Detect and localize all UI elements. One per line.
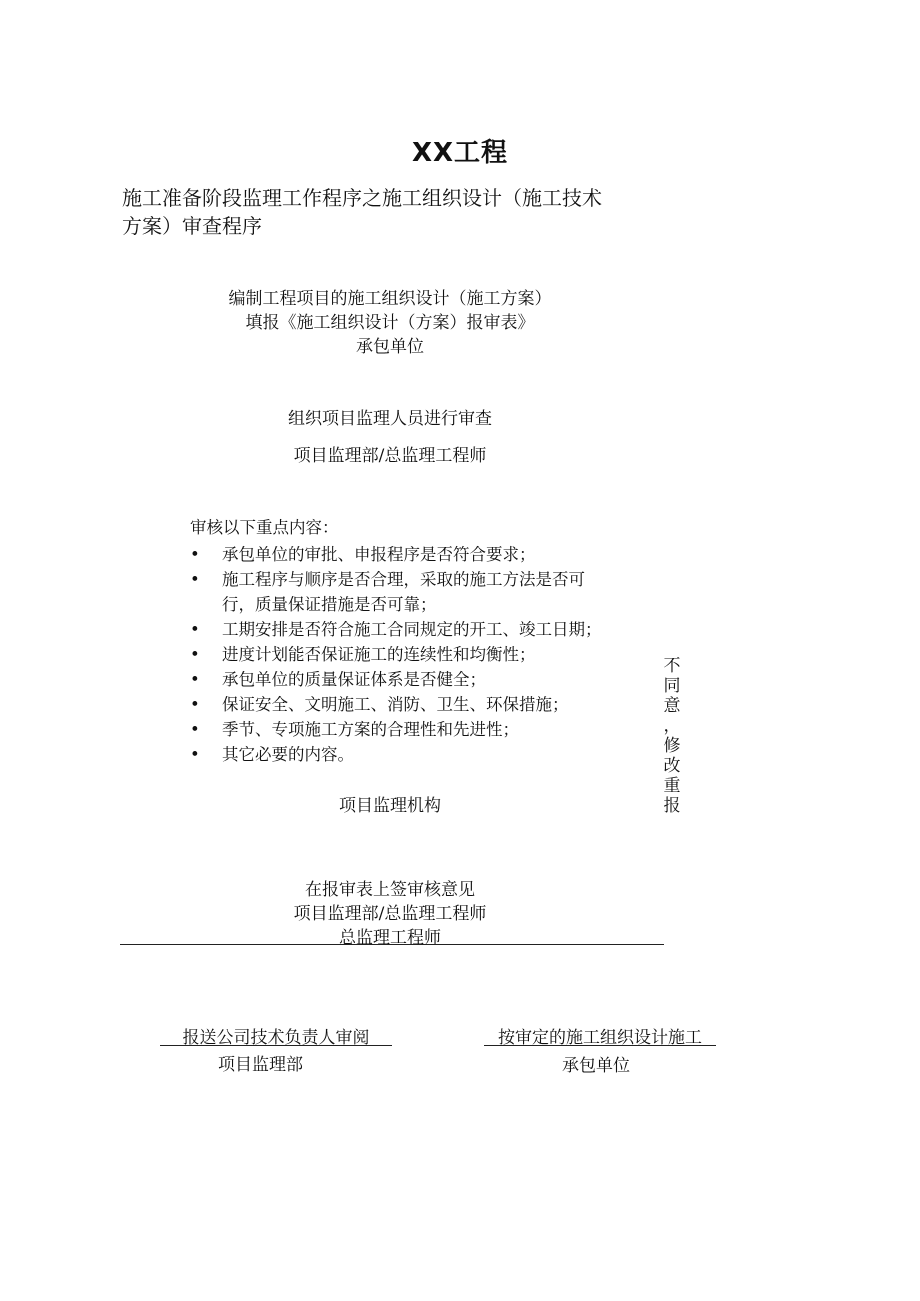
review-item-text: 季节、专项施工方案的合理性和先进性； <box>222 720 519 739</box>
step3-actor-1: 项目监理部/总监理工程师 <box>293 904 487 924</box>
side-note-char: 重 <box>663 776 681 796</box>
bullet-dot: • <box>190 720 200 739</box>
review-item <box>190 617 602 642</box>
subtitle-line-1: 施工准备阶段监理工作程序之施工组织设计（施工技术 <box>122 186 602 210</box>
side-note-char: 同 <box>663 676 681 696</box>
bottom-left-action: 报送公司技术负责人审阅 <box>182 1028 370 1048</box>
review-item-text: 保证安全、文明施工、消防、卫生、环保措施； <box>222 695 569 714</box>
divider-line <box>120 944 664 945</box>
bullet-dot: • <box>190 570 200 589</box>
review-item-text: 工期安排是否符合施工合同规定的开工、竣工日期； <box>222 620 602 639</box>
review-item-text: 行，质量保证措施是否可靠； <box>222 595 437 614</box>
bottom-right-underline <box>484 1045 716 1046</box>
review-item <box>190 717 602 742</box>
review-item <box>190 692 602 717</box>
side-note-char: 修 <box>663 736 681 756</box>
review-item <box>190 642 602 667</box>
bottom-right-action: 按审定的施工组织设计施工 <box>498 1028 702 1048</box>
step3-action: 在报审表上签审核意见 <box>305 880 475 900</box>
review-actor: 项目监理机构 <box>339 796 441 816</box>
review-item-text: 承包单位的审批、申报程序是否符合要求； <box>222 545 536 564</box>
side-note-char: 报 <box>663 796 681 816</box>
side-note-char: 改 <box>663 756 681 776</box>
bullet-dot: • <box>190 670 200 689</box>
bullet-dot: • <box>190 620 200 639</box>
review-item-text: 施工程序与顺序是否合理，采取的施工方法是否可 <box>222 570 585 589</box>
bullet-dot: • <box>190 645 200 664</box>
bullet-dot: • <box>190 545 200 564</box>
step2-actor: 项目监理部/总监理工程师 <box>293 446 487 466</box>
review-item <box>190 667 602 692</box>
review-intro: 审核以下重点内容： <box>190 518 339 537</box>
review-item-text: 承包单位的质量保证体系是否健全； <box>222 670 486 689</box>
step1-line-1: 编制工程项目的施工组织设计（施工方案） <box>228 289 552 309</box>
review-block <box>190 514 602 767</box>
side-note-char: 不 <box>663 656 681 676</box>
review-item <box>190 742 602 767</box>
bullet-dot: • <box>190 695 200 714</box>
bottom-left-actor: 项目监理部 <box>218 1055 303 1075</box>
subtitle-line-2: 方案）审查程序 <box>122 214 262 238</box>
side-note-char: ， <box>663 716 681 736</box>
side-note-vertical <box>661 656 683 816</box>
bottom-left-underline <box>160 1045 392 1046</box>
step3-actor-2: 总监理工程师 <box>339 928 441 948</box>
step1-actor: 承包单位 <box>356 337 424 357</box>
bottom-right-actor: 承包单位 <box>562 1056 630 1076</box>
review-item <box>190 542 602 567</box>
step2-action: 组织项目监理人员进行审查 <box>288 409 492 429</box>
review-item <box>190 567 602 592</box>
side-note-char: 意 <box>663 696 681 716</box>
document-title: XX工程 <box>411 138 509 168</box>
review-item-text: 进度计划能否保证施工的连续性和均衡性； <box>222 645 536 664</box>
review-item-text: 其它必要的内容。 <box>222 745 354 764</box>
bullet-dot: • <box>190 745 200 764</box>
step1-line-2: 填报《施工组织设计（方案）报审表》 <box>245 313 535 333</box>
review-item-continuation <box>190 592 602 617</box>
